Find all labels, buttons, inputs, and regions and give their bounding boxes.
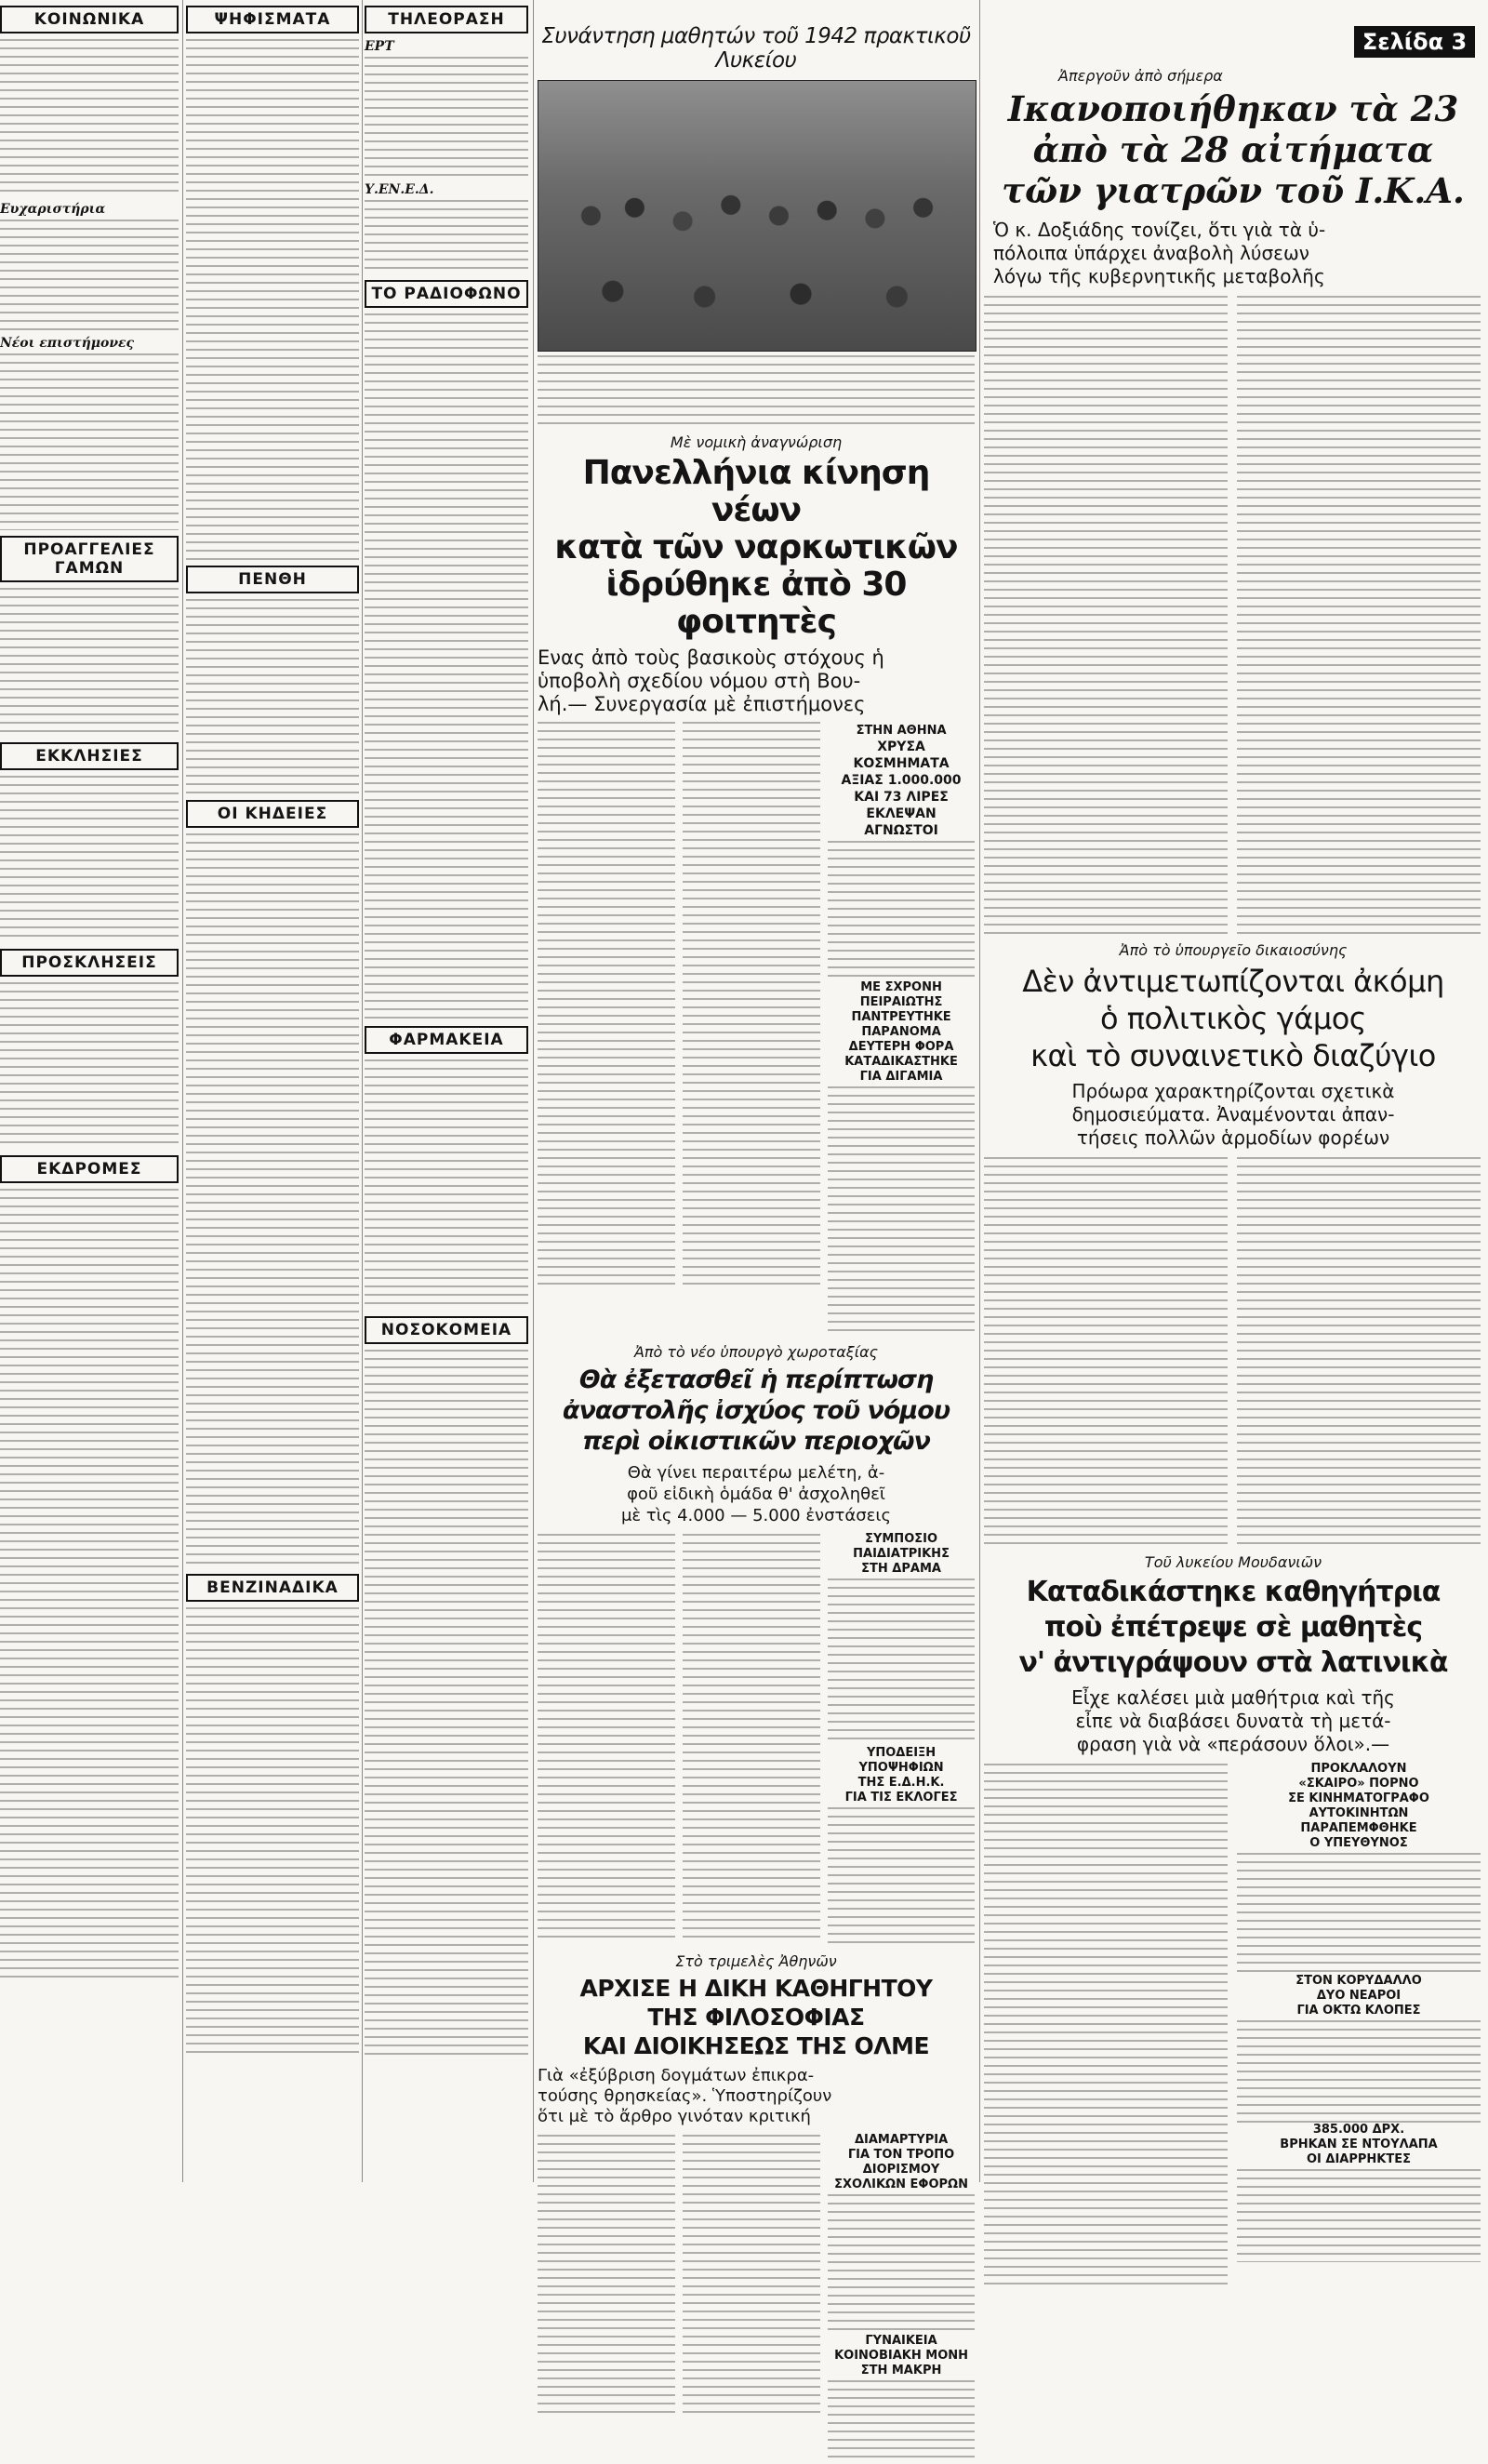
trial-headline-line-2: ΤΗΣ ΦΙΛΟΣΟΦΙΑΣ: [647, 2004, 865, 2031]
doctors-headline-line-1: Ικανοποιήθηκαν τὰ 23: [1007, 88, 1459, 129]
jewels-headline: [828, 739, 975, 839]
column-2: [186, 0, 359, 2182]
gas-stations-text: [186, 1607, 359, 2054]
doctors-headline-line-3: τῶν γιατρῶν τοῦ Ι.Κ.Α.: [1002, 170, 1465, 211]
narcotics-subheadline-line-3: λή.— Συνεργασία μὲ ἐπιστήμονες: [538, 693, 866, 715]
burglars-headline-2: ΒΡΗΚΑΝ ΣΕ ΝΤΟΥΛΑΠΑ: [1280, 2138, 1438, 2151]
burglars-headline-3: ΟΙ ΔΙΑΡΡΗΚΤΕΣ: [1306, 2152, 1411, 2166]
narcotics-headline-line-2: κατὰ τῶν ναρκωτικῶν: [554, 528, 958, 566]
column-3: [365, 0, 528, 2182]
farmakeia-heading: ΦΑΡΜΑΚΕΙΑ: [365, 1026, 528, 1054]
doctors-headline-line-2: ἀπὸ τὰ 28 αἰτήματα: [1032, 129, 1434, 170]
trial-kicker: Στὸ τριμελὲς Ἀθηνῶν: [675, 1952, 837, 1970]
candidates-headline-1: ΥΠΟΔΕΙΞΗ ΥΠΟΨΗΦΙΩΝ: [858, 1746, 944, 1775]
marriage-headline: [984, 963, 1482, 1074]
penthi-heading: ΠΕΝΘΗ: [186, 566, 359, 593]
bigamy-headline-3: ΠΑΝΤΡΕΥΤΗΚΕ: [851, 1010, 951, 1024]
jewels-headline-3: ΚΑΙ 73 ΛΙΡΕΣ: [854, 790, 949, 805]
marriage-subheadline-line-2: δημοσιεύματα. Ἀναμένονται ἀπαν-: [1071, 1103, 1395, 1125]
teacher-subheadline-line-1: Εἶχε καλέσει μιὰ μαθήτρια καὶ τῆς: [1071, 1686, 1395, 1709]
doctors-headline: [984, 88, 1482, 211]
trial-headline-line-3: ΚΑΙ ΔΙΟΙΚΗΣΕΩΣ ΤΗΣ ΟΛΜΕ: [582, 2032, 930, 2059]
trial-headline: [538, 1974, 975, 2060]
jewels-headline-4: ΕΚΛΕΨΑΝ ΑΓΝΩΣΤΟΙ: [864, 806, 938, 838]
ekdromes-heading: ΕΚΔΡΟΜΕΣ: [0, 1155, 179, 1183]
candidates-headline-2: ΤΗΣ Ε.Δ.Η.Κ.: [857, 1776, 945, 1790]
page-number-badge: Σελίδα 3: [1354, 26, 1475, 58]
symposium-headline-2: ΠΑΙΔΙΑΤΡΙΚΗΣ: [853, 1547, 950, 1561]
trial-subheadline-line-2: τούσης θρησκείας». Ὑποστηρίζουν: [538, 2086, 832, 2106]
planning-article-col-b: [683, 1532, 820, 1941]
funerals-text: [186, 833, 359, 1568]
bigamy-headline-7: ΓΙΑ ΔΙΓΑΜΙΑ: [859, 1070, 943, 1084]
protest-headline: [828, 2133, 975, 2192]
doctors-subheadline-line-2: πόλοιπα ὑπάρχει ἀναβολὴ λύσεων: [993, 242, 1309, 264]
briefs-column: [828, 720, 975, 1338]
symposium-headline: [828, 1532, 975, 1577]
porn-headline-4: ΑΥΤΟΚΙΝΗΤΩΝ: [1309, 1806, 1409, 1820]
korydallos-headline-2: ΔΥΟ ΝΕΑΡΟΙ: [1316, 1989, 1402, 2003]
pharmacies-text: [365, 1059, 528, 1311]
excursions-text: [0, 1189, 179, 1979]
porn-headline-6: Ο ΥΠΕΥΘΥΝΟΣ: [1309, 1836, 1408, 1850]
monastery-headline-1: ΓΥΝΑΙΚΕΙΑ: [865, 2334, 937, 2348]
doctors-article-col-b: [1237, 294, 1481, 936]
teacher-article: [984, 1762, 1228, 2283]
protest-headline-3: ΣΧΟΛΙΚΩΝ ΕΦΟΡΩΝ: [834, 2178, 968, 2191]
porn-headline: [1237, 1762, 1481, 1851]
korydallos-headline-3: ΓΙΑ ΟΚΤΩ ΚΛΟΠΕΣ: [1296, 2004, 1421, 2018]
thanks-text: [0, 220, 179, 331]
prosklisis-heading: ΠΡΟΣΚΛΗΣΕΙΣ: [0, 949, 179, 977]
marriage-article-col-b: [1237, 1155, 1481, 1546]
athens-brief-label: ΣΤΗΝ ΑΘΗΝΑ: [856, 724, 947, 738]
narcotics-headline-line-3: ἱδρύθηκε ἀπὸ 30 φοιτητὲς: [605, 566, 907, 641]
ekklisies-heading: ΕΚΚΛΗΣΙΕΣ: [0, 742, 179, 770]
koinonika-heading: ΚΟΙΝΩΝΙΚΑ: [0, 6, 179, 33]
marriage-article-col-a: [984, 1155, 1228, 1546]
bigamy-headline: [828, 980, 975, 1085]
marriage-headline-line-3: καὶ τὸ συναινετικὸ διαζύγιο: [1030, 1038, 1436, 1073]
monastery-headline: [828, 2334, 975, 2378]
briefs-column-4: [1237, 1762, 1481, 2283]
protest-text: [828, 2194, 975, 2334]
mourning-text: [186, 599, 359, 794]
porn-text: [1237, 1853, 1481, 1974]
column-1: [0, 0, 179, 2182]
resolutions-text: [186, 39, 359, 560]
yened-schedule: [365, 200, 528, 274]
photo-caption: [538, 355, 975, 426]
kideies-heading: ΟΙ ΚΗΔΕΙΕΣ: [186, 800, 359, 828]
hospitals-text: [365, 1350, 528, 2057]
korydallos-headline: [1237, 1974, 1481, 2018]
narcotics-subheadline-line-1: Ενας ἀπὸ τοὺς βασικοὺς στόχους ἡ: [538, 646, 884, 669]
doctors-article-col-a: [984, 294, 1228, 936]
marriage-subheadline: [984, 1080, 1482, 1150]
planning-subheadline-line-2: φοῦ εἰδικὴ ὁμάδα θ' ἀσχοληθεῖ: [627, 1485, 885, 1504]
burglars-headline-1: 385.000 ΔΡΧ.: [1312, 2123, 1405, 2137]
trial-article-col-b: [683, 2133, 820, 2412]
narcotics-subheadline: [538, 646, 975, 716]
candidates-headline: [828, 1746, 975, 1805]
column-5: [984, 0, 1482, 2182]
wedding-announcements-text: [0, 588, 179, 737]
marriage-subheadline-line-1: Πρόωρα χαρακτηρίζονται σχετικὰ: [1071, 1080, 1395, 1102]
briefs-column-3: [828, 2133, 975, 2464]
teacher-subheadline: [984, 1686, 1482, 1756]
jewels-headline-1: ΧΡΥΣΑ ΚΟΣΜΗΜΑΤΑ: [853, 739, 950, 771]
briefs-column-2: [828, 1532, 975, 1947]
narcotics-article-col-a: [538, 720, 675, 1287]
doctors-subheadline-line-3: λόγω τῆς κυβερνητικῆς μεταβολῆς: [993, 265, 1325, 287]
protest-headline-2: ΓΙΑ ΤΟΝ ΤΡΟΠΟ ΔΙΟΡΙΣΜΟΥ: [847, 2148, 955, 2177]
doctors-subheadline-line-1: Ὁ κ. Δοξιάδης τονίζει, ὅτι γιὰ τὰ ὑ-: [993, 219, 1326, 241]
marriage-subheadline-line-3: τήσεις πολλῶν ἁρμοδίων φορέων: [1076, 1126, 1390, 1149]
doctors-kicker: Ἀπεργοῦν ἀπὸ σήμερα: [1058, 67, 1223, 85]
burglars-headline: [1237, 2123, 1481, 2167]
marriage-kicker: Ἀπὸ τὸ ὑπουργεῖο δικαιοσύνης: [1119, 941, 1348, 959]
photo-headline: Συνάντηση μαθητών τοῦ 1942 πρακτικοῦ Λυκείου: [541, 24, 971, 73]
planning-headline-line-2: ἀναστολῆς ἰσχύος τοῦ νόμου: [562, 1396, 950, 1425]
class-reunion-photo: [538, 80, 976, 352]
bigamy-headline-5: ΔΕΥΤΕΡΗ ΦΟΡΑ: [848, 1040, 954, 1054]
trial-article-col-a: [538, 2133, 675, 2412]
monastery-headline-3: ΣΤΗ ΜΑΚΡΗ: [860, 2364, 942, 2377]
marriage-headline-line-2: ὁ πολιτικὸς γάμος: [1099, 1001, 1367, 1036]
planning-subheadline-line-3: μὲ τὶς 4.000 — 5.000 ἐνστάσεις: [620, 1506, 892, 1525]
porn-headline-3: ΣΕ ΚΙΝΗΜΑΤΟΓΡΑΦΟ: [1288, 1791, 1429, 1805]
planning-kicker: Ἀπὸ τὸ νέο ὑπουργὸ χωροταξίας: [633, 1343, 879, 1361]
graduates-text: [0, 353, 179, 530]
jewels-headline-2: ΑΞΙΑΣ 1.000.000: [841, 773, 962, 788]
trial-subheadline-line-1: Γιὰ «ἐξύβριση δογμάτων ἐπικρα-: [538, 2066, 815, 2085]
porn-headline-2: «ΣΚΑΙΡΟ» ΠΟΡΝΟ: [1298, 1777, 1419, 1791]
churches-text: [0, 776, 179, 943]
planning-headline-line-1: Θὰ ἐξετασθεῖ ἡ περίπτωση: [578, 1365, 934, 1394]
porn-headline-1: ΠΡΟΚΛΑΛΟΥΝ: [1310, 1762, 1407, 1776]
candidates-text: [828, 1807, 975, 1947]
trial-headline-line-1: ΑΡΧΙΣΕ Η ΔΙΚΗ ΚΑΘΗΓΗΤΟΥ: [579, 1975, 933, 2002]
bigamy-headline-1: ΜΕ ΣΧΡΟΝΗ: [860, 980, 942, 994]
teacher-kicker: Τοῦ λυκείου Μουδανιῶν: [1144, 1553, 1322, 1571]
teacher-headline-line-3: ν' ἀντιγράψουν στὰ λατινικὰ: [1018, 1646, 1448, 1679]
korydallos-text: [1237, 2020, 1481, 2123]
monastery-headline-2: ΚΟΙΝΟΒΙΑΚΗ ΜΟΝΗ: [834, 2349, 969, 2363]
evcharistiria-heading: Ευχαριστήρια: [0, 202, 106, 217]
radiofono-heading: ΤΟ ΡΑΔΙΟΦΩΝΟ: [365, 280, 528, 308]
venzinadika-heading: ΒΕΝΖΙΝΑΔΙΚΑ: [186, 1574, 359, 1602]
narcotics-kicker: Μὲ νομικὴ ἀναγνώριση: [670, 433, 843, 451]
teacher-headline-line-2: ποὺ ἐπέτρεψε σὲ μαθητὲς: [1043, 1611, 1423, 1644]
neoi-epistimones-heading: Νέοι επιστήμονες: [0, 336, 135, 351]
column-4: [538, 0, 975, 2377]
bigamy-headline-4: ΠΑΡΑΝΟΜΑ: [861, 1025, 941, 1039]
jewels-text: [828, 841, 975, 980]
nosokomeia-heading: ΝΟΣΟΚΟΜΕΙΑ: [365, 1316, 528, 1344]
psifismata-heading: ΨΗΦΙΣΜΑΤΑ: [186, 6, 359, 33]
porn-headline-5: ΠΑΡΑΠΕΜΦΘΗΚΕ: [1300, 1821, 1417, 1835]
protest-headline-1: ΔΙΑΜΑΡΤΥΡΙΑ: [854, 2133, 949, 2147]
symposium-headline-3: ΣΤΗ ΔΡΑΜΑ: [861, 1562, 941, 1576]
ert-schedule: [365, 57, 528, 178]
narcotics-headline-line-1: Πανελλήνια κίνηση νέων: [582, 454, 930, 529]
planning-headline-line-3: περὶ οἰκιστικῶν περιοχῶν: [582, 1427, 930, 1456]
symposium-headline-1: ΣΥΜΠΟΣΙΟ: [865, 1532, 938, 1546]
teacher-headline: [984, 1575, 1482, 1681]
doctors-subheadline: [993, 219, 1482, 288]
teacher-subheadline-line-2: εἶπε νὰ διαβάσει δυνατὰ τὴ μετά-: [1075, 1710, 1391, 1732]
candidates-headline-3: ΓΙΑ ΤΙΣ ΕΚΛΟΓΕΣ: [844, 1791, 958, 1805]
social-news-text: [0, 39, 179, 197]
monastery-text: [828, 2380, 975, 2464]
planning-headline: [538, 1365, 975, 1457]
narcotics-article-col-b: [683, 720, 820, 1287]
planning-subheadline-line-1: Θὰ γίνει περαιτέρω μελέτη, ἀ-: [627, 1463, 885, 1483]
tileorasi-heading: ΤΗΛΕΟΡΑΣΗ: [365, 6, 528, 33]
ert-heading: ΕΡΤ: [365, 39, 394, 54]
trial-subheadline-line-3: ὅτι μὲ τὸ ἄρθρο γινόταν κριτική: [538, 2107, 811, 2126]
bigamy-headline-2: ΠΕΙΡΑΙΩΤΗΣ: [859, 995, 943, 1009]
symposium-text: [828, 1578, 975, 1746]
bigamy-text: [828, 1086, 975, 1338]
narcotics-subheadline-line-2: ὑποβολὴ σχεδίου νόμου στὴ Βου-: [538, 670, 861, 692]
marriage-headline-line-1: Δὲν ἀντιμετωπίζονται ἀκόμη: [1022, 964, 1444, 999]
planning-article-col-a: [538, 1532, 675, 1941]
bigamy-headline-6: ΚΑΤΑΔΙΚΑΣΤΗΚΕ: [844, 1055, 958, 1069]
burglars-text: [1237, 2169, 1481, 2262]
narcotics-headline: [538, 455, 975, 641]
radio-schedule: [365, 313, 528, 1020]
invitations-text: [0, 982, 179, 1150]
proaggelies-gamon-heading: ΠΡΟΑΓΓΕΛΙΕΣ ΓΑΜΩΝ: [0, 536, 179, 582]
yened-heading: Υ.ΕΝ.Ε.Δ.: [365, 182, 434, 197]
trial-subheadline: [538, 2066, 975, 2127]
teacher-headline-line-1: Καταδικάστηκε καθηγήτρια: [1026, 1576, 1441, 1608]
teacher-subheadline-line-3: φραση γιὰ νὰ «περάσουν ὅλοι».—: [1076, 1733, 1390, 1755]
planning-subheadline: [538, 1462, 975, 1526]
korydallos-headline-1: ΣΤΟΝ ΚΟΡΥΔΑΛΛΟ: [1295, 1974, 1422, 1988]
